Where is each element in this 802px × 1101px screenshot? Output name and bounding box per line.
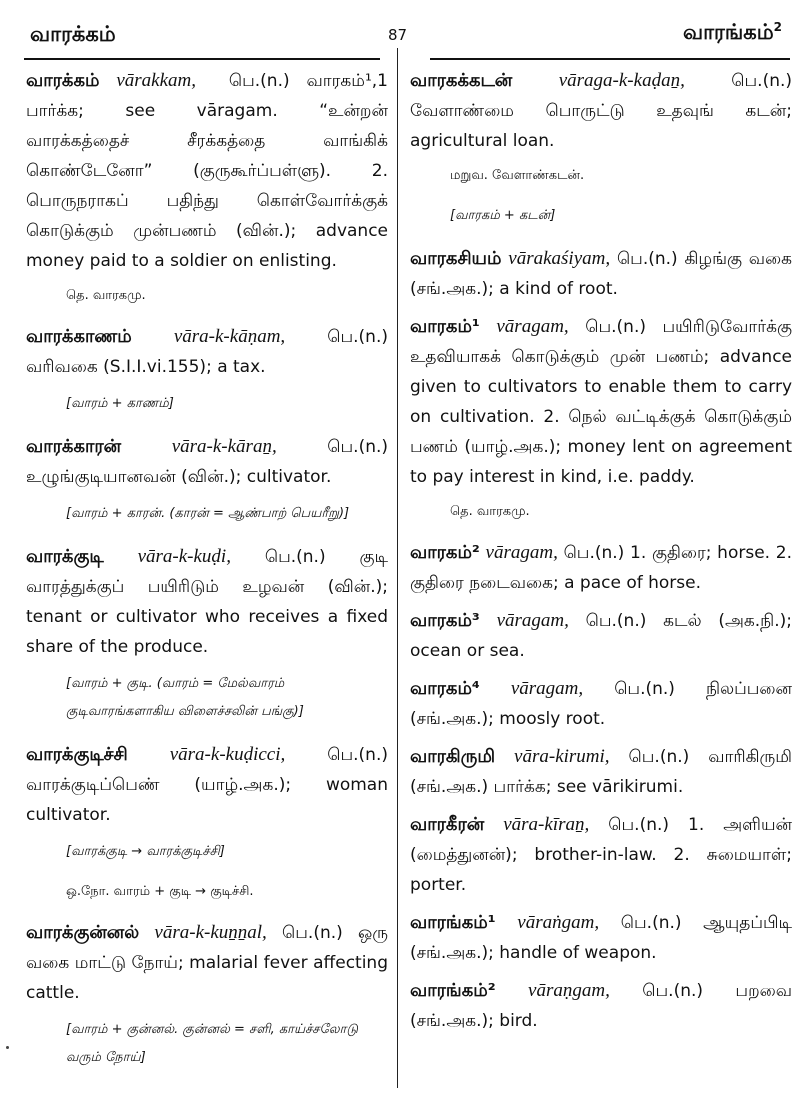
definition: பெ.(n.) வாரிகிருமி (சங்.அக.) பார்க்க; see vārikirumi.: [410, 747, 793, 797]
headword: வாரகீரன்: [410, 814, 485, 835]
definition: பெ.(n.) 1. குதிரை; horse. 2. குதிரை நடைவகை; a pace of horse.: [410, 543, 793, 593]
transliteration: vāragam,: [510, 678, 584, 699]
definition: பெ.(n.) பறவை (சங்.அக.); bird.: [410, 981, 793, 1031]
dictionary-entry: [410, 606, 792, 666]
transliteration: vāraga-k-kaḍaṉ,: [558, 70, 685, 91]
headword: வாரங்கம்²: [410, 980, 496, 1001]
page-speck: [6, 1046, 9, 1049]
headword: வாரக்குன்னல்: [26, 922, 140, 943]
headword: வாரகம்³: [410, 610, 480, 631]
headword: வாரக்குடி: [26, 546, 104, 567]
transliteration: vāra-k-kuḍi,: [137, 546, 231, 567]
transliteration: vāraṅgam,: [517, 912, 600, 933]
dictionary-entry: [410, 244, 792, 304]
dictionary-entry: [26, 66, 388, 276]
transliteration: vāra-k-kāraṉ,: [171, 436, 277, 457]
right-column: [410, 66, 792, 1044]
definition: பெ.(n.) வேளாண்மை பொருட்டு உதவுங் கடன்; agricultural loan.: [410, 71, 793, 151]
dictionary-entry: [26, 918, 388, 1008]
etymology: [வாரகம் + கடன்]: [450, 208, 556, 223]
comparison-note: ஒ.நோ. வாரம் + குடி → குடிச்சி.: [66, 884, 254, 899]
headword: வாரக்குடிச்சி: [26, 744, 128, 765]
definition: பெ.(n.) வரிவகை (S.I.I.vi.155); a tax.: [26, 327, 388, 377]
dictionary-entry: [410, 674, 792, 734]
transliteration: vāra-k-kuḍicci,: [169, 744, 286, 765]
headword: வாரக்காரன்: [26, 436, 122, 457]
header-left-guideword: வாரக்கம்: [30, 22, 116, 46]
headword: வாரகிருமி: [410, 746, 496, 767]
transliteration: vārakkam,: [116, 70, 196, 91]
headword: வாரகசியம்: [410, 248, 502, 269]
cognate-note: தெ. வாரகமு.: [66, 288, 146, 303]
transliteration: vāra-kirumi,: [514, 746, 610, 767]
dictionary-entry: [410, 538, 792, 598]
dictionary-entry: [410, 742, 792, 802]
transliteration: vāragam,: [496, 610, 569, 631]
headword: வாரக்கம்: [26, 70, 100, 91]
left-column: [26, 66, 388, 1086]
headword: வாரகம்⁴: [410, 678, 480, 699]
dictionary-entry: [26, 432, 388, 492]
definition: பெ.(n.) உழுங்குடியானவன் (வின்.); cultivator.: [26, 437, 389, 487]
definition: பெ.(n.) பயிரிடுவோர்க்கு உதவியாகக் கொடுக்கும் முன் பணம்; advance given to cultivators to enable them to carry on cultivation. 2. நெல் வட்டிக்குக் கொடுக்கும் பணம் (யாழ்.அக.); money lent on agreement to pay interest in kind, i.e. paddy.: [410, 317, 793, 487]
definition: பெ.(n.) குடி வாரத்துக்குப் பயிரிடும் உழவன் (வின்.); tenant or cultivator who receives a fixed share of the produce.: [26, 547, 388, 657]
definition: பெ.(n.) வாரகம்¹,1 பார்க்க; see vāragam. “உன்றன் வாரக்கத்தைச் சீரக்கத்தை வாங்கிக் கொண்டேனோ” (குருகூர்ப்பள்ளு). 2. பொருநராகப் பதிந்து கொள்வோர்க்குக் கொடுக்கும் முன்பணம் (வின்.); advance money paid to a soldier on enlisting.: [26, 71, 388, 271]
dictionary-entry: [26, 322, 388, 382]
dictionary-entry: [410, 908, 792, 968]
etymology: [வாரம் + காணம்]: [66, 396, 174, 411]
definition: பெ.(n.) ஆயுதப்பிடி (சங்.அக.); handle of weapon.: [410, 913, 793, 963]
dictionary-entry: [410, 976, 792, 1036]
transliteration: vāra-k-kāṇam,: [173, 326, 286, 347]
transliteration: vāraṇgam,: [528, 980, 610, 1001]
definition: பெ.(n.) கடல் (அக.நி.); ocean or sea.: [410, 611, 793, 661]
dictionary-entry: [26, 740, 388, 830]
headword: வாரகம்¹: [410, 316, 480, 337]
dictionary-entry: [410, 312, 792, 492]
definition: பெ.(n.) 1. அளியன் (மைத்துனன்); brother-in-law. 2. சுமையாள்; porter.: [410, 815, 793, 895]
page-header: [0, 0, 802, 58]
headword: வாரக்காணம்: [26, 326, 132, 347]
transliteration: vāragam,: [496, 316, 569, 337]
dictionary-entry: [410, 66, 792, 156]
headword: வாரகக்கடன்: [410, 70, 513, 91]
header-rule-left: [24, 58, 380, 60]
column-divider: [397, 48, 398, 1088]
header-right-word: வாரங்கம்: [682, 20, 774, 44]
etymology: [வாரக்குடி → வாரக்குடிச்சி]: [66, 844, 225, 859]
transliteration: vārakaśiyam,: [508, 248, 611, 269]
transliteration: vāragam,: [485, 542, 558, 563]
headword: வாரகம்²: [410, 542, 480, 563]
definition: பெ.(n.) நிலப்பனை (சங்.அக.); moosly root.: [410, 679, 793, 729]
etymology: [வாரம் + காரன். (காரன் = ஆண்பாற் பெயரீறு)]: [66, 506, 350, 521]
header-right-guideword: [683, 20, 782, 47]
etymology: [வாரம் + குன்னல். குன்னல் = சளி, காய்ச்சலோடு வரும் நோய்]: [66, 1022, 358, 1065]
dictionary-entry: [26, 542, 388, 662]
synonym-note: மறுவ. வேளாண்கடன்.: [450, 168, 585, 183]
etymology: [வாரம் + குடி. (வாரம் = மேல்வாரம் குடிவாரங்களாகிய விளைச்சலின் பங்கு)]: [66, 676, 304, 719]
cognate-note: தெ. வாரகமு.: [450, 504, 530, 519]
page-number: 87: [388, 26, 408, 44]
transliteration: vāra-k-kuṉṉal,: [154, 922, 267, 943]
transliteration: vāra-kīraṉ,: [503, 814, 590, 835]
definition: பெ.(n.) ஒரு வகை மாட்டு நோய்; malarial fever affecting cattle.: [26, 923, 389, 1003]
header-right-sup: 2: [773, 20, 782, 34]
definition: பெ.(n.) கிழங்கு வகை (சங்.அக.); a kind of root.: [410, 249, 793, 299]
header-rule-right: [430, 58, 790, 60]
dictionary-entry: [410, 810, 792, 900]
definition: பெ.(n.) வாரக்குடிப்பெண் (யாழ்.அக.); woman cultivator.: [26, 745, 388, 825]
headword: வாரங்கம்¹: [410, 912, 496, 933]
